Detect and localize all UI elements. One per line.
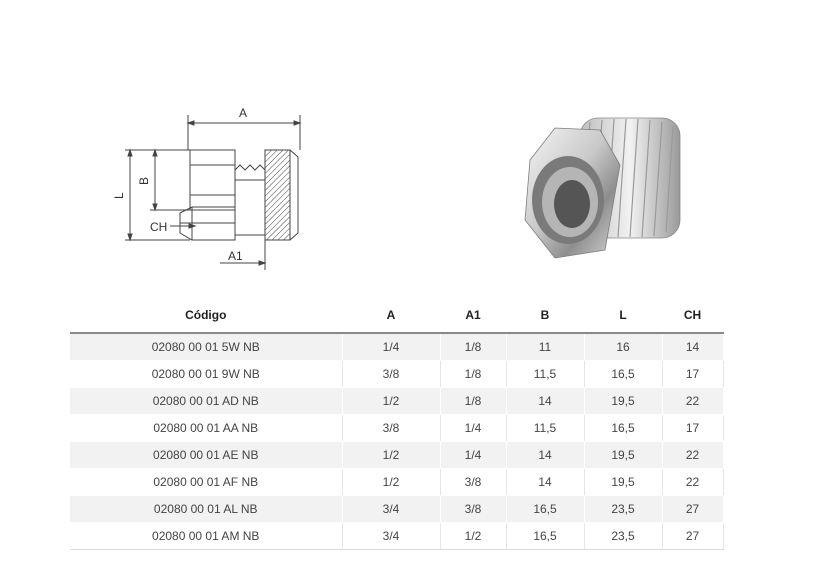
cell-codigo: 02080 00 01 AL NB	[70, 496, 342, 523]
cell-ch: 17	[662, 361, 723, 388]
specification-table	[70, 298, 724, 550]
cell-a: 3/4	[342, 523, 440, 550]
header-a: A	[342, 298, 440, 333]
product-photo	[510, 100, 700, 275]
cell-l: 19,5	[584, 388, 662, 415]
cell-a1: 1/8	[440, 388, 506, 415]
cell-ch: 22	[662, 442, 723, 469]
cell-a: 3/4	[342, 496, 440, 523]
cell-b: 16,5	[506, 523, 584, 550]
table-row	[70, 388, 723, 415]
table-row	[70, 361, 723, 388]
cell-a: 3/8	[342, 361, 440, 388]
label-a: A	[239, 106, 248, 120]
cell-l: 16,5	[584, 361, 662, 388]
table-header-row	[70, 298, 723, 333]
cell-ch: 27	[662, 496, 723, 523]
table-row	[70, 496, 723, 523]
cell-codigo: 02080 00 01 AD NB	[70, 388, 342, 415]
cell-b: 11	[506, 333, 584, 361]
cell-a: 1/4	[342, 333, 440, 361]
cell-b: 11,5	[506, 415, 584, 442]
cell-a: 1/2	[342, 388, 440, 415]
cell-ch: 22	[662, 388, 723, 415]
table-row	[70, 523, 723, 550]
header-a1: A1	[440, 298, 506, 333]
cell-l: 16	[584, 333, 662, 361]
header-codigo: Código	[70, 298, 342, 333]
table-row	[70, 415, 723, 442]
cell-b: 16,5	[506, 496, 584, 523]
cell-b: 14	[506, 388, 584, 415]
cell-codigo: 02080 00 01 9W NB	[70, 361, 342, 388]
cell-b: 14	[506, 469, 584, 496]
cell-a1: 1/2	[440, 523, 506, 550]
cell-l: 23,5	[584, 523, 662, 550]
cell-l: 23,5	[584, 496, 662, 523]
header-l: L	[584, 298, 662, 333]
cell-a1: 1/8	[440, 333, 506, 361]
cell-a: 1/2	[342, 442, 440, 469]
cell-codigo: 02080 00 01 AE NB	[70, 442, 342, 469]
cell-b: 11,5	[506, 361, 584, 388]
label-l: L	[112, 192, 126, 199]
cell-l: 19,5	[584, 469, 662, 496]
cell-a1: 3/8	[440, 469, 506, 496]
cell-ch: 17	[662, 415, 723, 442]
cell-ch: 27	[662, 523, 723, 550]
cell-ch: 22	[662, 469, 723, 496]
cell-a: 1/2	[342, 469, 440, 496]
label-ch: CH	[150, 220, 168, 234]
label-b: B	[137, 176, 151, 185]
cell-ch: 14	[662, 333, 723, 361]
cell-a1: 3/8	[440, 496, 506, 523]
cell-l: 16,5	[584, 415, 662, 442]
label-a1: A1	[228, 249, 243, 263]
header-b: B	[506, 298, 584, 333]
cell-codigo: 02080 00 01 5W NB	[70, 333, 342, 361]
cell-a: 3/8	[342, 415, 440, 442]
cell-codigo: 02080 00 01 AM NB	[70, 523, 342, 550]
cell-a1: 1/4	[440, 415, 506, 442]
cell-l: 19,5	[584, 442, 662, 469]
cell-a1: 1/4	[440, 442, 506, 469]
cell-a1: 1/8	[440, 361, 506, 388]
header-ch: CH	[662, 298, 723, 333]
cell-codigo: 02080 00 01 AA NB	[70, 415, 342, 442]
cell-b: 14	[506, 442, 584, 469]
table-row	[70, 469, 723, 496]
cell-codigo: 02080 00 01 AF NB	[70, 469, 342, 496]
technical-drawing	[100, 95, 310, 280]
table-row	[70, 442, 723, 469]
table-row	[70, 333, 723, 361]
